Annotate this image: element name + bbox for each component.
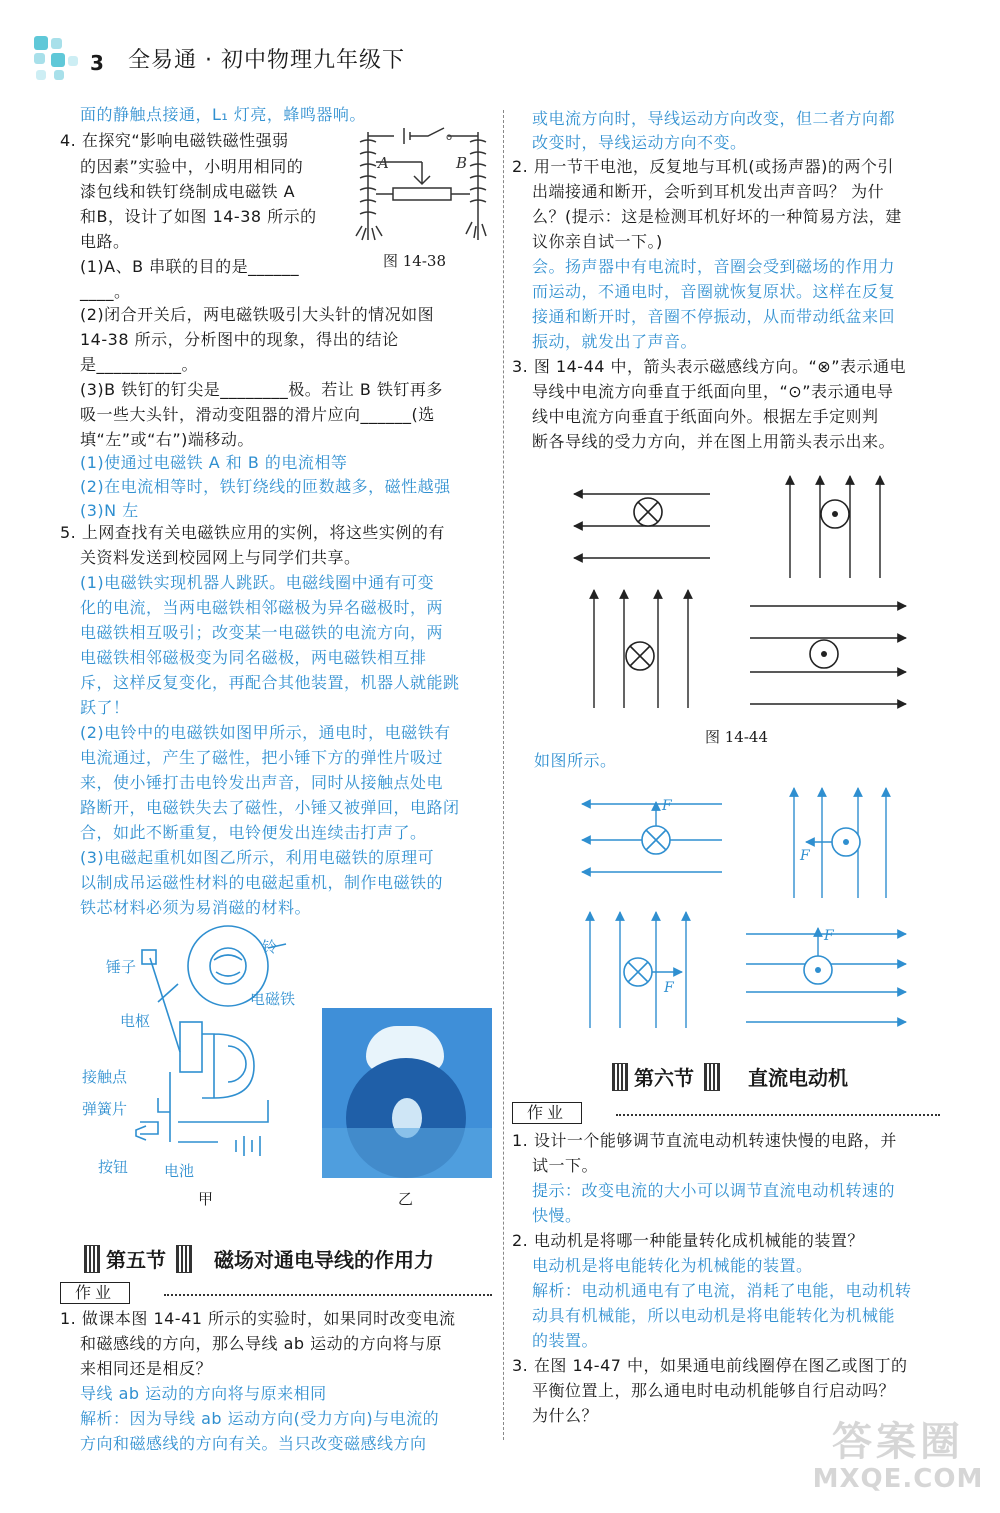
right-top-answer: 或电流方向时，导线运动方向改变，但二者方向都 (532, 109, 896, 128)
section5-header (84, 1244, 434, 1273)
caption-jia: 甲 (198, 1190, 214, 1208)
s5-q1-answer: 方向和磁感线的方向有关。当只改变磁感线方向 (80, 1434, 427, 1453)
s5-q1-line: 来相同还是相反？ (80, 1359, 213, 1378)
q5-answer: 路断开，电磁铁失去了磁性，小锤又被弹回，电路闭 (80, 798, 460, 817)
section5-homework-label: 作业 (60, 1282, 130, 1304)
bell-label: 电磁铁 (250, 990, 296, 1008)
s6-q2-answer: 的装置。 (532, 1331, 599, 1350)
section6-title: 直流电动机 (748, 1066, 848, 1090)
r-q2-line: 议你亲自试一下。) (532, 232, 663, 251)
page-number: 3 (90, 51, 105, 75)
figure-14-38 (348, 122, 498, 252)
s6-q1-line: 1. 设计一个能够调节直流电动机转速快慢的电路，并 (512, 1131, 897, 1150)
q5-answer: 跃了！ (80, 698, 130, 717)
section5-number: 第五节 (106, 1248, 166, 1272)
right-top-answer: 改变时，导线运动方向不变。 (532, 133, 747, 152)
r-q3-line: 线中电流方向垂直于纸面向外。根据左手定则判 (532, 407, 879, 426)
bell-label: 弹簧片 (82, 1100, 128, 1118)
section-mark-icon (84, 1245, 100, 1273)
r-q2-line: 2. 用一节干电池，反复地与耳机(或扬声器)的两个引 (512, 157, 894, 176)
q4-line: 漆包线和铁钉绕制成电磁铁 A (80, 182, 296, 201)
s6-q2-line: 2. 电动机是将哪一种能量转化成机械能的装置？ (512, 1231, 864, 1250)
electric-bell-diagram (118, 922, 308, 1177)
watermark-en: MXQE.COM (812, 1464, 984, 1494)
q5-answer: 合，如此不断重复，电铃便发出连续击打声了。 (80, 823, 427, 842)
r-q2-answer: 会。扬声器中有电流时，音圈会受到磁场的作用力 (532, 257, 896, 276)
s6-q3-line: 为什么？ (532, 1406, 599, 1425)
q5-answer: 来，使小锤打击电铃发出声音，同时从接触点处电 (80, 773, 444, 792)
s5-q1-line: 1. 做课本图 14-41 所示的实验时，如果同时改变电流 (60, 1309, 456, 1328)
q4-line: 的因素”实验中，小明用相同的 (80, 157, 304, 176)
watermark (808, 1420, 988, 1494)
bell-label: 电枢 (120, 1012, 151, 1030)
r-q2-answer: 振动，就发出了声音。 (532, 332, 698, 351)
q4-answer: (1)使通过电磁铁 A 和 B 的电流相等 (80, 453, 348, 472)
section6-header (612, 1062, 848, 1091)
figure-14-38-caption: 图 14-38 (383, 252, 447, 270)
s5-q1-answer: 解析：因为导线 ab 运动方向(受力方向)与电流的 (80, 1409, 440, 1428)
q4-line: (2)闭合开关后，两电磁铁吸引大头针的情况如图 (80, 305, 435, 324)
s6-q3-line: 平衡位置上，那么通电时电动机能够自行启动吗？ (532, 1381, 896, 1400)
q5-answer: (3)电磁起重机如图乙所示，利用电磁铁的原理可 (80, 848, 435, 867)
q5-answer: 电磁铁相邻磁极变为同名磁极，两电磁铁相互排 (80, 648, 427, 667)
q5-answer: 电磁铁相互吸引；改变某一电磁铁的电流方向，两 (80, 623, 444, 642)
q4-line: 4. 在探究“影响电磁铁磁性强弱 (60, 131, 289, 150)
q4-line: 填“左”或“右”)端移动。 (80, 430, 254, 449)
figure-14-44-caption: 图 14-44 (705, 728, 769, 746)
figure-14-44-answer (566, 778, 926, 1030)
section5-title: 磁场对通电导线的作用力 (214, 1248, 434, 1272)
s5-q1-line: 和磁感线的方向，那么导线 ab 运动的方向将与原 (80, 1334, 443, 1353)
section6-homework-label: 作业 (512, 1102, 582, 1124)
r-q3-answer-intro: 如图所示。 (534, 751, 617, 770)
s6-q2-answer: 解析：电动机通电有了电流，消耗了电能，电动机转 (532, 1281, 912, 1300)
s5-q1-answer: 导线 ab 运动的方向将与原来相同 (80, 1384, 327, 1403)
q5-line: 关资料发送到校园网上与同学们共享。 (80, 548, 361, 567)
section-mark-icon (612, 1063, 628, 1091)
electromagnet-crane-photo (322, 1008, 492, 1178)
r-q3-line: 断各导线的受力方向，并在图上用箭头表示出来。 (532, 432, 896, 451)
q5-answer: 斥，这样反复变化，再配合其他装置，机器人就能跳 (80, 673, 460, 692)
s6-q1-answer: 提示：改变电流的大小可以调节直流电动机转速的 (532, 1181, 896, 1200)
q5-answer: (2)电铃中的电磁铁如图甲所示，通电时，电磁铁有 (80, 723, 451, 742)
fig-label-b: B (456, 154, 468, 172)
q5-answer: 电流通过，产生了磁性，把小锤下方的弹性片吸过 (80, 748, 444, 767)
q4-line: 和B，设计了如图 14-38 所示的 (80, 207, 317, 226)
caption-yi: 乙 (398, 1190, 414, 1208)
bell-label: 接触点 (82, 1068, 128, 1086)
dotted-rule (616, 1114, 940, 1116)
q4-line: 是__________。 (80, 355, 199, 374)
q5-answer: 铁芯材料必须为易消磁的材料。 (80, 898, 312, 917)
force-label: F (824, 928, 834, 944)
q5-line: 5. 上网查找有关电磁铁应用的实例，将这些实例的有 (60, 523, 445, 542)
fig-label-a: A (378, 154, 389, 172)
column-divider (503, 110, 504, 1440)
q4-line: 吸一些大头针，滑动变阻器的滑片应向______(选 (80, 405, 435, 424)
force-label: F (662, 798, 672, 814)
watermark-cn: 答案圈 (832, 1419, 964, 1465)
section-mark-icon (176, 1245, 192, 1273)
r-q2-line: 出端接通和断开，会听到耳机发出声音吗？ 为什 (532, 182, 885, 201)
q4-line: 电路。 (80, 232, 130, 251)
bell-label: 按钮 (98, 1158, 129, 1176)
header-logo (34, 36, 82, 84)
page-title: 全易通 · 初中物理九年级下 (128, 48, 405, 73)
q5-answer: 以制成吊运磁性材料的电磁起重机，制作电磁铁的 (80, 873, 444, 892)
s6-q2-answer: 电动机是将电能转化为机械能的装置。 (532, 1256, 813, 1275)
bell-label: 电池 (164, 1162, 195, 1180)
r-q3-line: 3. 图 14-44 中，箭头表示磁感线方向。“⊗”表示通电 (512, 357, 907, 376)
svg-text:o: o (446, 132, 453, 143)
left-top-answer: 面的静触点接通，L₁ 灯亮，蜂鸣器响。 (80, 105, 366, 124)
s6-q2-answer: 动具有机械能，所以电动机是将电能转化为机械能 (532, 1306, 896, 1325)
q4-line: (1)A、B 串联的目的是______ (80, 257, 300, 276)
q4-answer: (3)N 左 (80, 501, 139, 520)
q5-answer: (1)电磁铁实现机器人跳跃。电磁线圈中通有可变 (80, 573, 435, 592)
r-q2-line: 么？(提示：这是检测耳机好坏的一种简易方法，建 (532, 207, 902, 226)
r-q3-line: 导线中电流方向垂直于纸面向里，“⊙”表示通电导 (532, 382, 894, 401)
bell-label: 锤子 (106, 958, 137, 976)
dotted-rule (164, 1294, 492, 1296)
s6-q1-answer: 快慢。 (532, 1206, 582, 1225)
r-q2-answer: 接通和断开时，音圈不停振动，从而带动纸盆来回 (532, 307, 896, 326)
q4-line: (3)B 铁钉的钉尖是________极。若让 B 铁钉再多 (80, 380, 443, 399)
force-label: F (800, 848, 810, 864)
s6-q3-line: 3. 在图 14-47 中，如果通电前线圈停在图乙或图丁的 (512, 1356, 908, 1375)
s6-q1-line: 试一下。 (532, 1156, 599, 1175)
q4-line: 14-38 所示，分析图中的现象，得出的结论 (80, 330, 399, 349)
bell-label: 铃 (262, 938, 278, 956)
section-mark-icon (704, 1063, 720, 1091)
q4-line: ____。 (80, 282, 131, 301)
figure-14-44 (560, 468, 920, 718)
q4-answer: (2)在电流相等时，铁钉绕线的匝数越多，磁性越强 (80, 477, 451, 496)
q5-answer: 化的电流，当两电磁铁相邻磁极为异名磁极时，两 (80, 598, 444, 617)
force-label: F (664, 980, 674, 996)
section6-number: 第六节 (634, 1066, 694, 1090)
r-q2-answer: 而运动，不通电时，音圈就恢复原状。这样在反复 (532, 282, 896, 301)
